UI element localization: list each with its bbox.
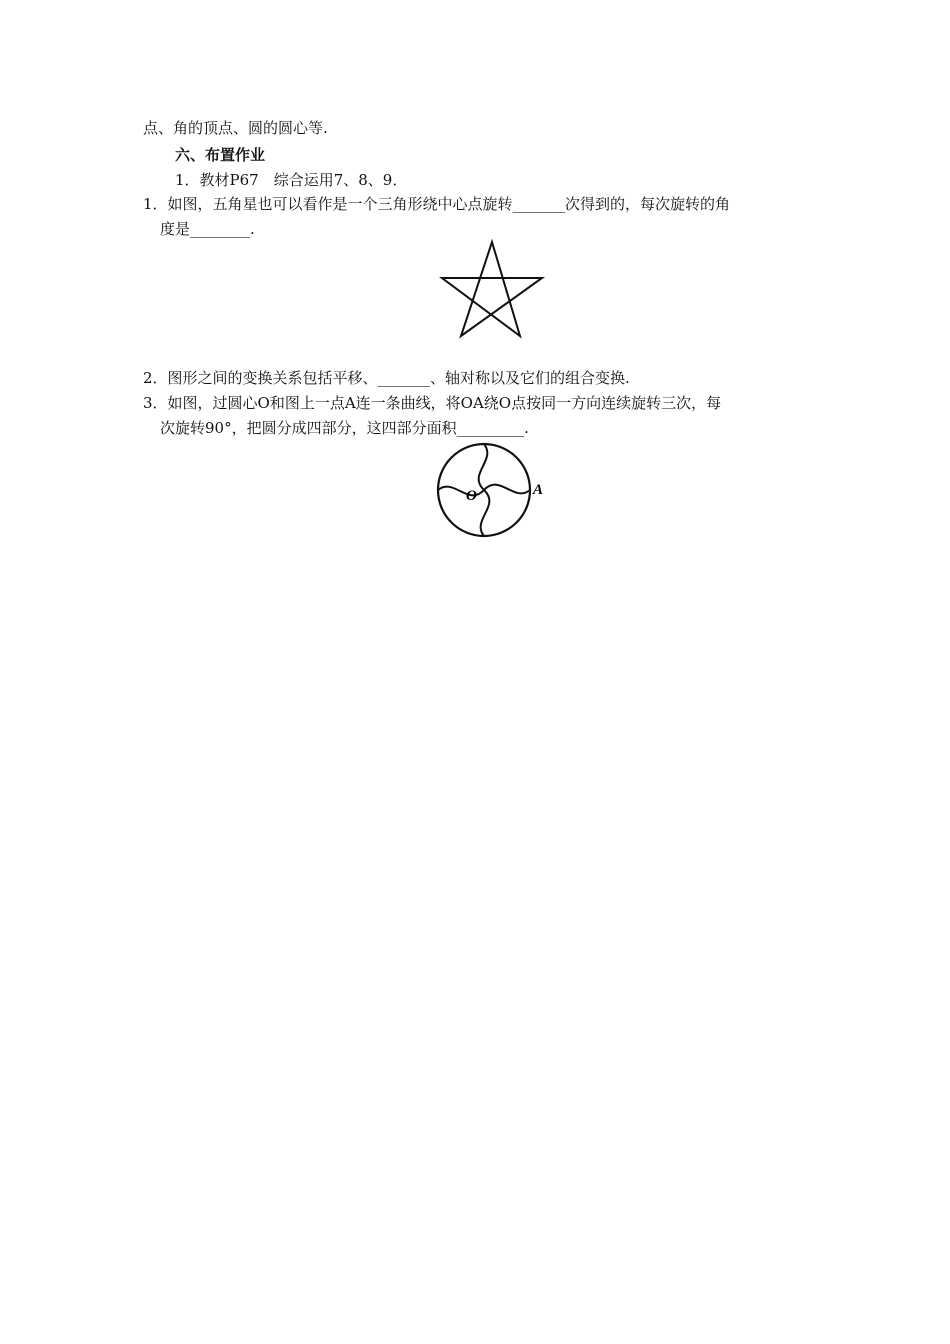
question-2-line: 2．图形之间的变换关系包括平移、_______、轴对称以及它们的组合变换.: [143, 369, 630, 387]
intro-line: 点、角的顶点、圆的圆心等.: [143, 119, 328, 137]
pentagram-figure: [438, 240, 548, 340]
question-3-line-1: 3．如图，过圆心O和图上一点A连一条曲线，将OA绕O点按同一方向连续旋转三次，每: [143, 394, 722, 412]
question-1-line-2: 度是________.: [160, 220, 255, 238]
label-center-o: O: [466, 488, 477, 504]
circle-figure: [437, 444, 557, 544]
label-point-a: A: [533, 482, 544, 498]
pentagram-star: [442, 242, 542, 336]
question-1-line-1: 1．如图，五角星也可以看作是一个三角形绕中心点旋转_______次得到的，每次旋转的角: [143, 195, 731, 213]
section-heading: 六、布置作业: [175, 146, 266, 164]
curve-to-top: [479, 444, 488, 490]
question-3-line-2: 次旋转90°，把圆分成四部分，这四部分面积_________.: [160, 419, 529, 437]
curve-to-left: [438, 487, 484, 496]
homework-item: 1．教材P67 综合运用7、8、9．: [175, 171, 408, 189]
curve-to-right: [484, 485, 530, 494]
curve-to-bottom: [481, 490, 490, 536]
